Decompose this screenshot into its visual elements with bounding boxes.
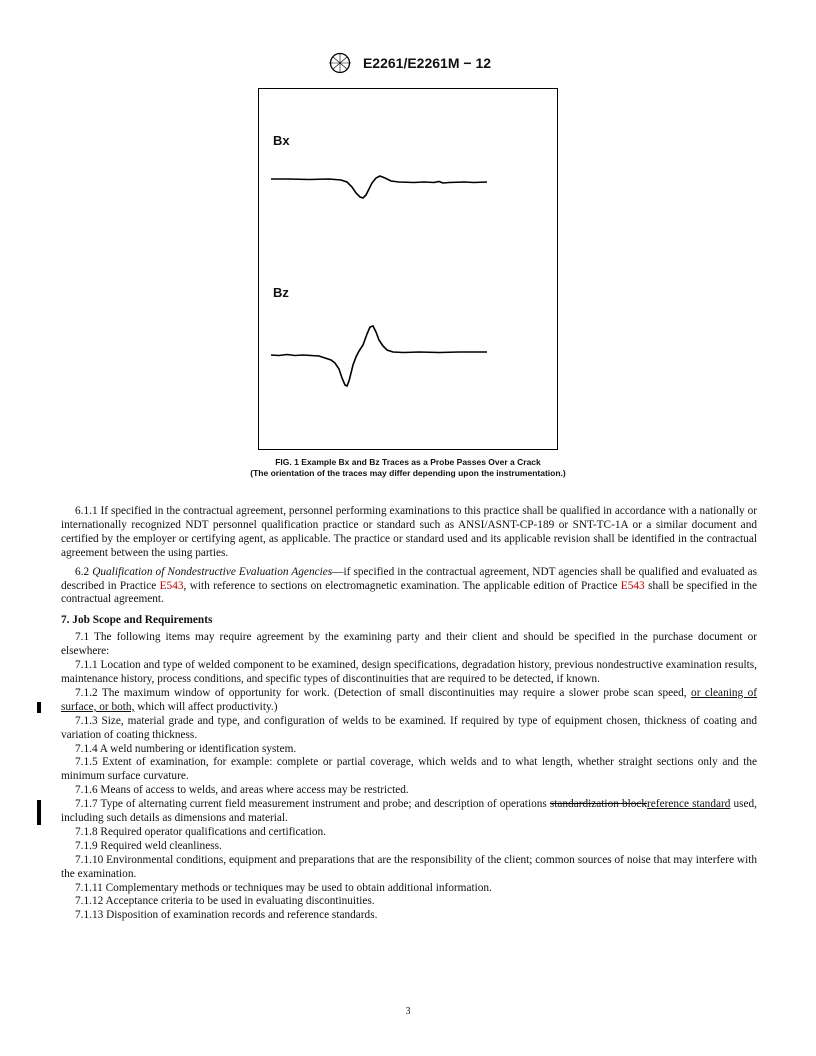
paragraph-text: which will affect productivity.)	[137, 700, 278, 713]
paragraph-7-1-9: 7.1.9 Required weld cleanliness.	[75, 839, 222, 852]
e543-link[interactable]: E543	[159, 579, 184, 592]
paragraph-text: , with reference to sections on electromagnetic examination. The applicable edition of Practice	[183, 579, 618, 592]
paragraph-7-1-12: 7.1.12 Acceptance criteria to be used in evaluating discontinuities.	[75, 895, 375, 908]
paragraph-7-1-1: 7.1.1 Location and type of welded component to be examined, design specifications, degradation history, previous nondestructive examination results, maintenance history, process conditions, and specific types of discontinuities that are required to be detected, if known.	[61, 659, 757, 685]
paragraph-7-1-6: 7.1.6 Means of access to welds, and areas where access may be restricted.	[75, 784, 409, 797]
trace-plot	[259, 89, 557, 449]
page-header	[0, 52, 816, 74]
document-designation: E2261/E2261M − 12	[362, 55, 492, 71]
paragraph-7-1-2	[61, 687, 757, 715]
paragraph-number: 6.2	[75, 565, 90, 578]
paragraph-7-1-4: 7.1.4 A weld numbering or identification system.	[75, 742, 297, 755]
bz-trace-line	[271, 326, 487, 386]
paragraph-text: —if specified in the contractual agreement, NDT agencies shall be qualified and evaluated as described in Practice	[61, 565, 757, 592]
figure-caption-note: (The orientation of the traces may differ depending upon the instrumentation.)	[250, 468, 566, 478]
figure-caption-title: FIG. 1 Example Bx and Bz Traces as a Probe Passes Over a Crack	[275, 457, 541, 467]
page-number: 3	[405, 1006, 411, 1017]
figure-caption	[0, 457, 816, 479]
section-heading-7: 7. Job Scope and Requirements	[61, 614, 213, 627]
paragraph-7-1-5: 7.1.5 Extent of examination, for example: complete or partial coverage, which welds and to what length, whether straight sections only and the minimum surface curvature.	[61, 756, 757, 783]
bz-trace-label: Bz	[273, 285, 289, 300]
paragraph-7-1-11: 7.1.11 Complementary methods or techniques may be used to obtain additional information.	[75, 881, 492, 894]
figure-box	[258, 88, 558, 450]
paragraph-7-1: 7.1 The following items may require agreement by the examining party and their client and should be specified in the purchase document or elsewhere:	[61, 631, 757, 658]
inserted-text: or cleaning of surface, or both,	[61, 686, 757, 713]
paragraph-7-1-10: 7.1.10 Environmental conditions, equipment and preparations that are the responsibility of the client; common sources of noise that may interfere with the examination.	[61, 853, 757, 880]
paragraph-7-1-3: 7.1.3 Size, material grade and type, and configuration of welds to be examined. If required by type of equipment chosen, thickness of coating and variation of coating thickness.	[61, 714, 757, 741]
bx-trace-line	[271, 176, 487, 198]
paragraph-text: used, including such details as dimensions and material.	[61, 798, 758, 825]
change-bar	[37, 702, 41, 713]
paragraph-7-1-7	[61, 798, 757, 826]
paragraph-text: 7.1.2 The maximum window of opportunity for work. (Detection of small discontinuities may require a slower probe scan speed,	[75, 686, 687, 699]
paragraph-6-2	[61, 566, 757, 608]
paragraph-6-1-1: 6.1.1 If specified in the contractual agreement, personnel performing examinations to this practice shall be qualified in accordance with a nationally or internationally recognized NDT personnel qualification practice or standard such as ANSI/ASNT-CP-189 or SNT-TC-1A or a similar document and certified by the employer or certifying agent, as applicable. The practice or standard used and its applicable revision shall be identified in the contractual agreement between the using parties.	[61, 505, 757, 559]
paragraph-7-1-8: 7.1.8 Required operator qualifications and certification.	[75, 825, 326, 838]
body-text	[61, 505, 757, 923]
e543-link[interactable]: E543	[620, 579, 645, 592]
astm-logo-icon	[325, 52, 355, 74]
paragraph-title: Qualification of Nondestructive Evaluation Agencies	[92, 565, 333, 578]
bx-trace-label: Bx	[273, 133, 290, 148]
paragraph-7-1-13: 7.1.13 Disposition of examination records and reference standards.	[75, 909, 378, 922]
change-bar	[37, 800, 41, 825]
paragraph-text: 7.1.7 Type of alternating current field measurement instrument and probe; and description of operations	[75, 798, 547, 811]
paragraph-text: shall be specified in the contractual agreement.	[61, 579, 758, 606]
deleted-text: standardization block	[549, 798, 648, 811]
inserted-text: reference standard	[647, 798, 731, 811]
